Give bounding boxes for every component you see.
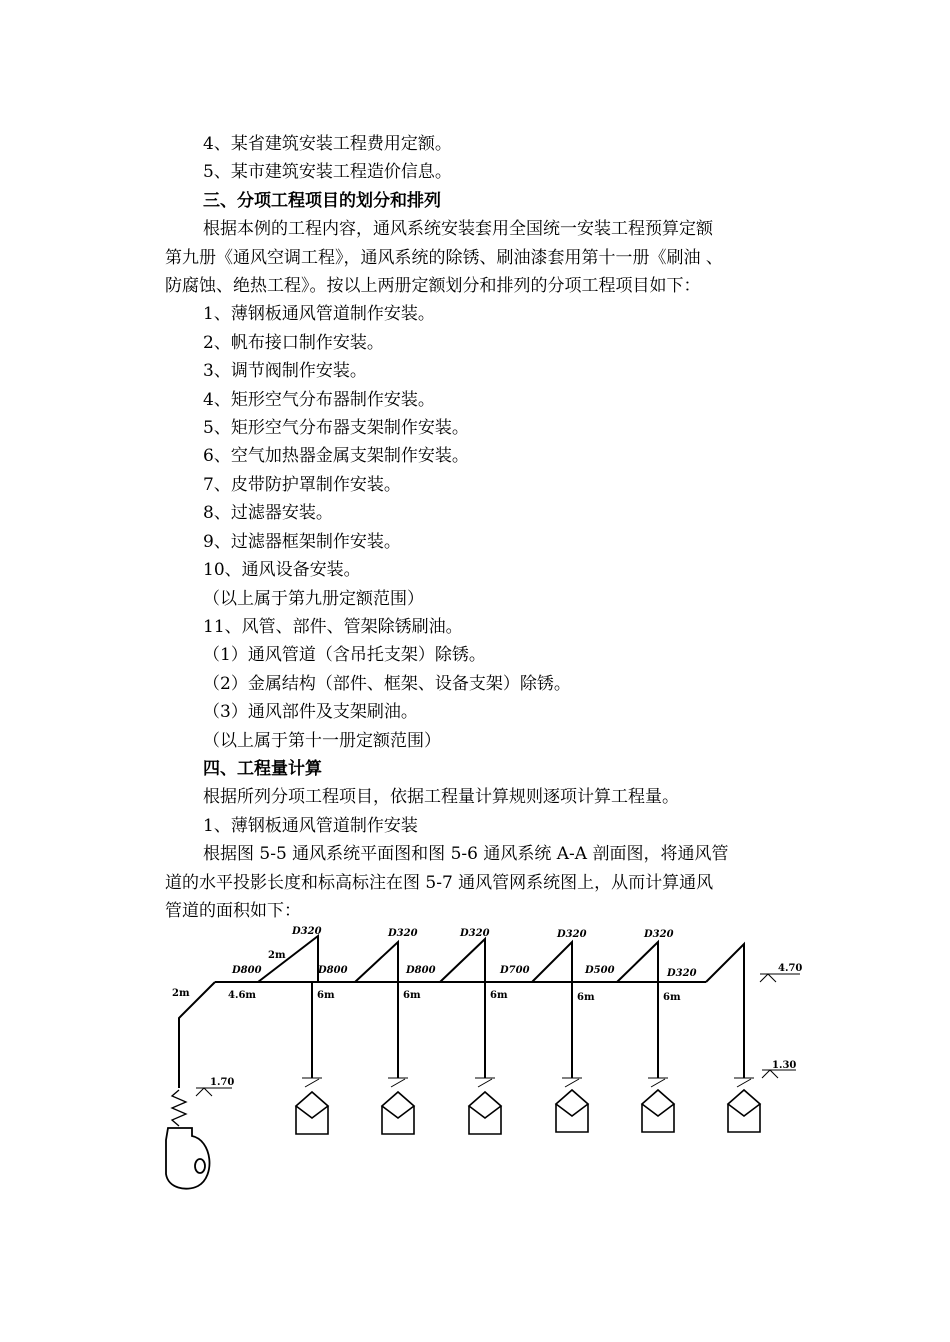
text-line: 根据所列分项工程项目，依据工程量计算规则逐项计算工程量。 xyxy=(203,787,679,808)
riser-length-label: 6m xyxy=(577,992,595,1003)
main-diameter-label: D800 xyxy=(232,965,262,976)
distributor-box xyxy=(642,1090,674,1132)
elevation-triangle-icon xyxy=(762,1070,778,1078)
list-item: 4、矩形空气分布器制作安装。 xyxy=(203,389,435,410)
text-line: 根据图 5-5 通风系统平面图和图 5-6 通风系统 A-A 剖面图，将通风管 xyxy=(203,844,729,865)
list-item: 10、通风设备安装。 xyxy=(203,560,361,581)
branch-duct xyxy=(532,942,572,982)
main-diameter-label: D320 xyxy=(667,968,697,979)
riser-length-label: 6m xyxy=(403,990,421,1001)
sub-list-item: （2）金属结构（部件、框架、设备支架）除锈。 xyxy=(203,673,571,694)
text-line: 管道的面积如下： xyxy=(165,900,301,921)
main-diameter-label: D800 xyxy=(318,965,348,976)
elevation-triangle-icon xyxy=(760,974,776,982)
sub-list-item: （3）通风部件及支架刷油。 xyxy=(203,702,418,723)
branch-diameter-label: D320 xyxy=(460,928,490,939)
branch-diameter-label: D320 xyxy=(292,926,322,937)
riser-length-label: 6m xyxy=(663,992,681,1003)
list-item: 9、过滤器框架制作安装。 xyxy=(203,531,401,552)
distributor-box xyxy=(382,1092,414,1134)
text-line: 5、某市建筑安装工程造价信息。 xyxy=(203,162,452,183)
text-line: 第九册《通风空调工程》，通风系统的除锈、刷油漆套用第十一册《刷油 、 xyxy=(165,247,723,268)
list-item: 2、帆布接口制作安装。 xyxy=(203,332,384,353)
branch-duct xyxy=(617,942,658,982)
risers xyxy=(312,982,658,1078)
note-line: （以上属于第十一册定额范围） xyxy=(203,730,441,751)
branch-diameter-label: D320 xyxy=(557,929,587,940)
note-line: （以上属于第九册定额范围） xyxy=(203,588,424,609)
main-diameter-label: D700 xyxy=(500,965,530,976)
branch-ducts xyxy=(258,936,744,1078)
main-diameter-label: D800 xyxy=(406,965,436,976)
elevation-label: 1.30 xyxy=(772,1060,797,1071)
distributor-box xyxy=(469,1092,501,1134)
canvas-connector xyxy=(172,1090,186,1126)
distributor-box xyxy=(556,1090,588,1132)
riser-length-label: 6m xyxy=(490,990,508,1001)
list-item: 3、调节阀制作安装。 xyxy=(203,361,367,382)
segment-length-label: 4.6m xyxy=(228,990,256,1001)
elevation-label: 1.70 xyxy=(210,1077,235,1088)
sub-list-item: （1）通风管道（含吊托支架）除锈。 xyxy=(203,645,486,666)
inlet-length-label: 2m xyxy=(172,988,190,999)
branch-diameter-label: D320 xyxy=(644,929,674,940)
text-line: 4、某省建筑安装工程费用定额。 xyxy=(203,134,452,154)
list-item: 1、薄钢板通风管道制作安装。 xyxy=(203,304,435,325)
end-riser xyxy=(706,944,744,1078)
branch-length-label: 2m xyxy=(268,950,286,961)
list-item: 5、矩形空气分布器支架制作安装。 xyxy=(203,418,469,439)
text-line: 防腐蚀、绝热工程》。按以上两册定额划分和排列的分项工程项目如下： xyxy=(165,276,701,297)
list-item: 8、过滤器安装。 xyxy=(203,503,333,524)
distributor-box xyxy=(296,1092,328,1134)
main-diameter-label: D500 xyxy=(585,965,615,976)
distributor-box xyxy=(728,1090,760,1132)
subsection-heading: 1、薄钢板通风管道制作安装 xyxy=(203,815,418,836)
text-line: 根据本例的工程内容，通风系统安装套用全国统一安装工程预算定额 xyxy=(203,219,713,240)
branch-duct xyxy=(258,936,318,982)
section-heading: 四、工程量计算 xyxy=(203,758,322,779)
branch-diameter-label: D320 xyxy=(388,928,418,939)
list-item: 6、空气加热器金属支架制作安装。 xyxy=(203,446,469,467)
elevation-triangle-icon xyxy=(196,1088,212,1096)
damper-marks xyxy=(302,1078,754,1087)
branch-duct xyxy=(440,939,485,982)
list-item: 11、风管、部件、管架除锈刷油。 xyxy=(203,616,463,637)
elevation-label: 4.70 xyxy=(778,963,803,974)
fan-icon xyxy=(166,1128,209,1189)
section-heading: 三、分项工程项目的划分和排列 xyxy=(203,190,441,211)
riser-length-label: 6m xyxy=(317,990,335,1001)
air-distributors xyxy=(296,1090,760,1134)
list-item: 7、皮带防护罩制作安装。 xyxy=(203,474,401,495)
branch-duct xyxy=(355,942,398,982)
text-line: 道的水平投影长度和标高标注在图 5-7 通风管网系统图上，从而计算通风 xyxy=(165,872,714,893)
